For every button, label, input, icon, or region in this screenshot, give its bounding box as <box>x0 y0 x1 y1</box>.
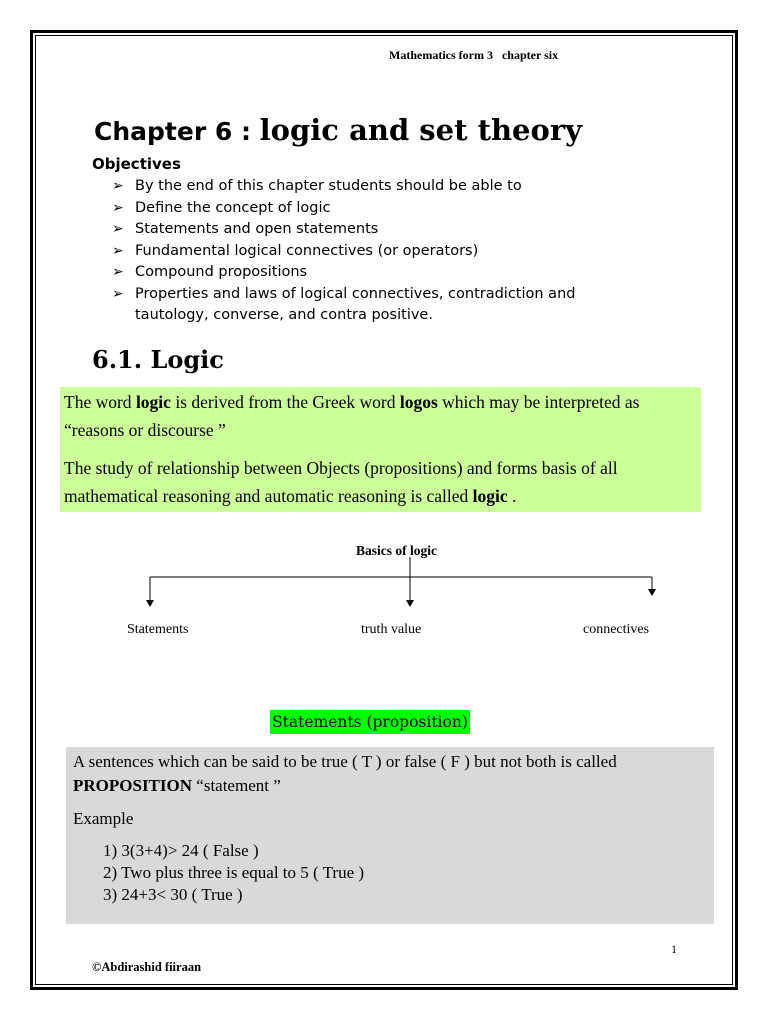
diagram-title: Basics of logic <box>356 543 437 558</box>
objective-item: ➢ Properties and laws of logical connectives, contradiction and tautology, converse, and contra positive. <box>112 285 576 323</box>
section-heading: 6.1. Logic <box>92 345 224 374</box>
branch-label-truth-value: truth value <box>361 622 422 637</box>
branch-label-connectives: connectives <box>583 622 650 637</box>
example-item: 2) Two plus three is equal to 5 ( True ) <box>103 863 365 882</box>
arrow-bullet-icon: ➢ <box>112 285 124 302</box>
chapter-name: logic and set theory <box>259 113 582 147</box>
arrow-bullet-icon: ➢ <box>112 264 124 280</box>
arrow-down-icon <box>406 600 414 607</box>
arrow-bullet-icon: ➢ <box>112 221 124 237</box>
objectives-heading: Objectives <box>92 155 181 173</box>
proposition-definition: A sentences which can be said to be true ( T ) or false ( F ) but not both is called PROPOSITION “statement ” <box>73 752 617 795</box>
objective-item: ➢ Statements and open statements <box>112 219 632 241</box>
logic-definition-paragraph: The study of relationship between Objects (propositions) and forms basis of all mathematical reasoning and automatic reasoning is called logic . <box>64 458 618 506</box>
arrow-bullet-icon: ➢ <box>112 242 124 259</box>
example-item: 1) 3(3+4)> 24 ( False ) <box>103 841 259 860</box>
proposition-box <box>66 747 714 924</box>
examples-list <box>73 840 707 906</box>
example-item: 3) 24+3< 30 ( True ) <box>103 885 243 904</box>
arrow-down-icon <box>146 600 154 607</box>
arrow-bullet-icon: ➢ <box>112 178 124 194</box>
example-label: Example <box>73 809 134 828</box>
arrow-down-icon <box>648 589 656 596</box>
objective-item: ➢ Define the concept of logic <box>112 198 632 220</box>
page-number: 1 <box>671 942 677 956</box>
objective-item: ➢ Compound propositions <box>112 262 632 284</box>
arrow-bullet-icon: ➢ <box>112 199 124 216</box>
running-head: Mathematics form 3 chapter six <box>389 48 559 62</box>
logic-origin-paragraph: The word logic is derived from the Greek word logos which may be interpreted as “reasons or discourse ” <box>64 392 640 440</box>
objective-item: ➢ By the end of this chapter students should be able to <box>112 176 632 198</box>
branch-label-statements: Statements <box>127 622 189 637</box>
chapter-label: Chapter 6 : <box>94 117 260 146</box>
footer-author: ©Abdirashid fiiraan <box>92 960 202 974</box>
statements-heading: Statements (proposition) <box>270 710 470 734</box>
objective-item: ➢ Fundamental logical connectives (or operators) <box>112 241 632 263</box>
